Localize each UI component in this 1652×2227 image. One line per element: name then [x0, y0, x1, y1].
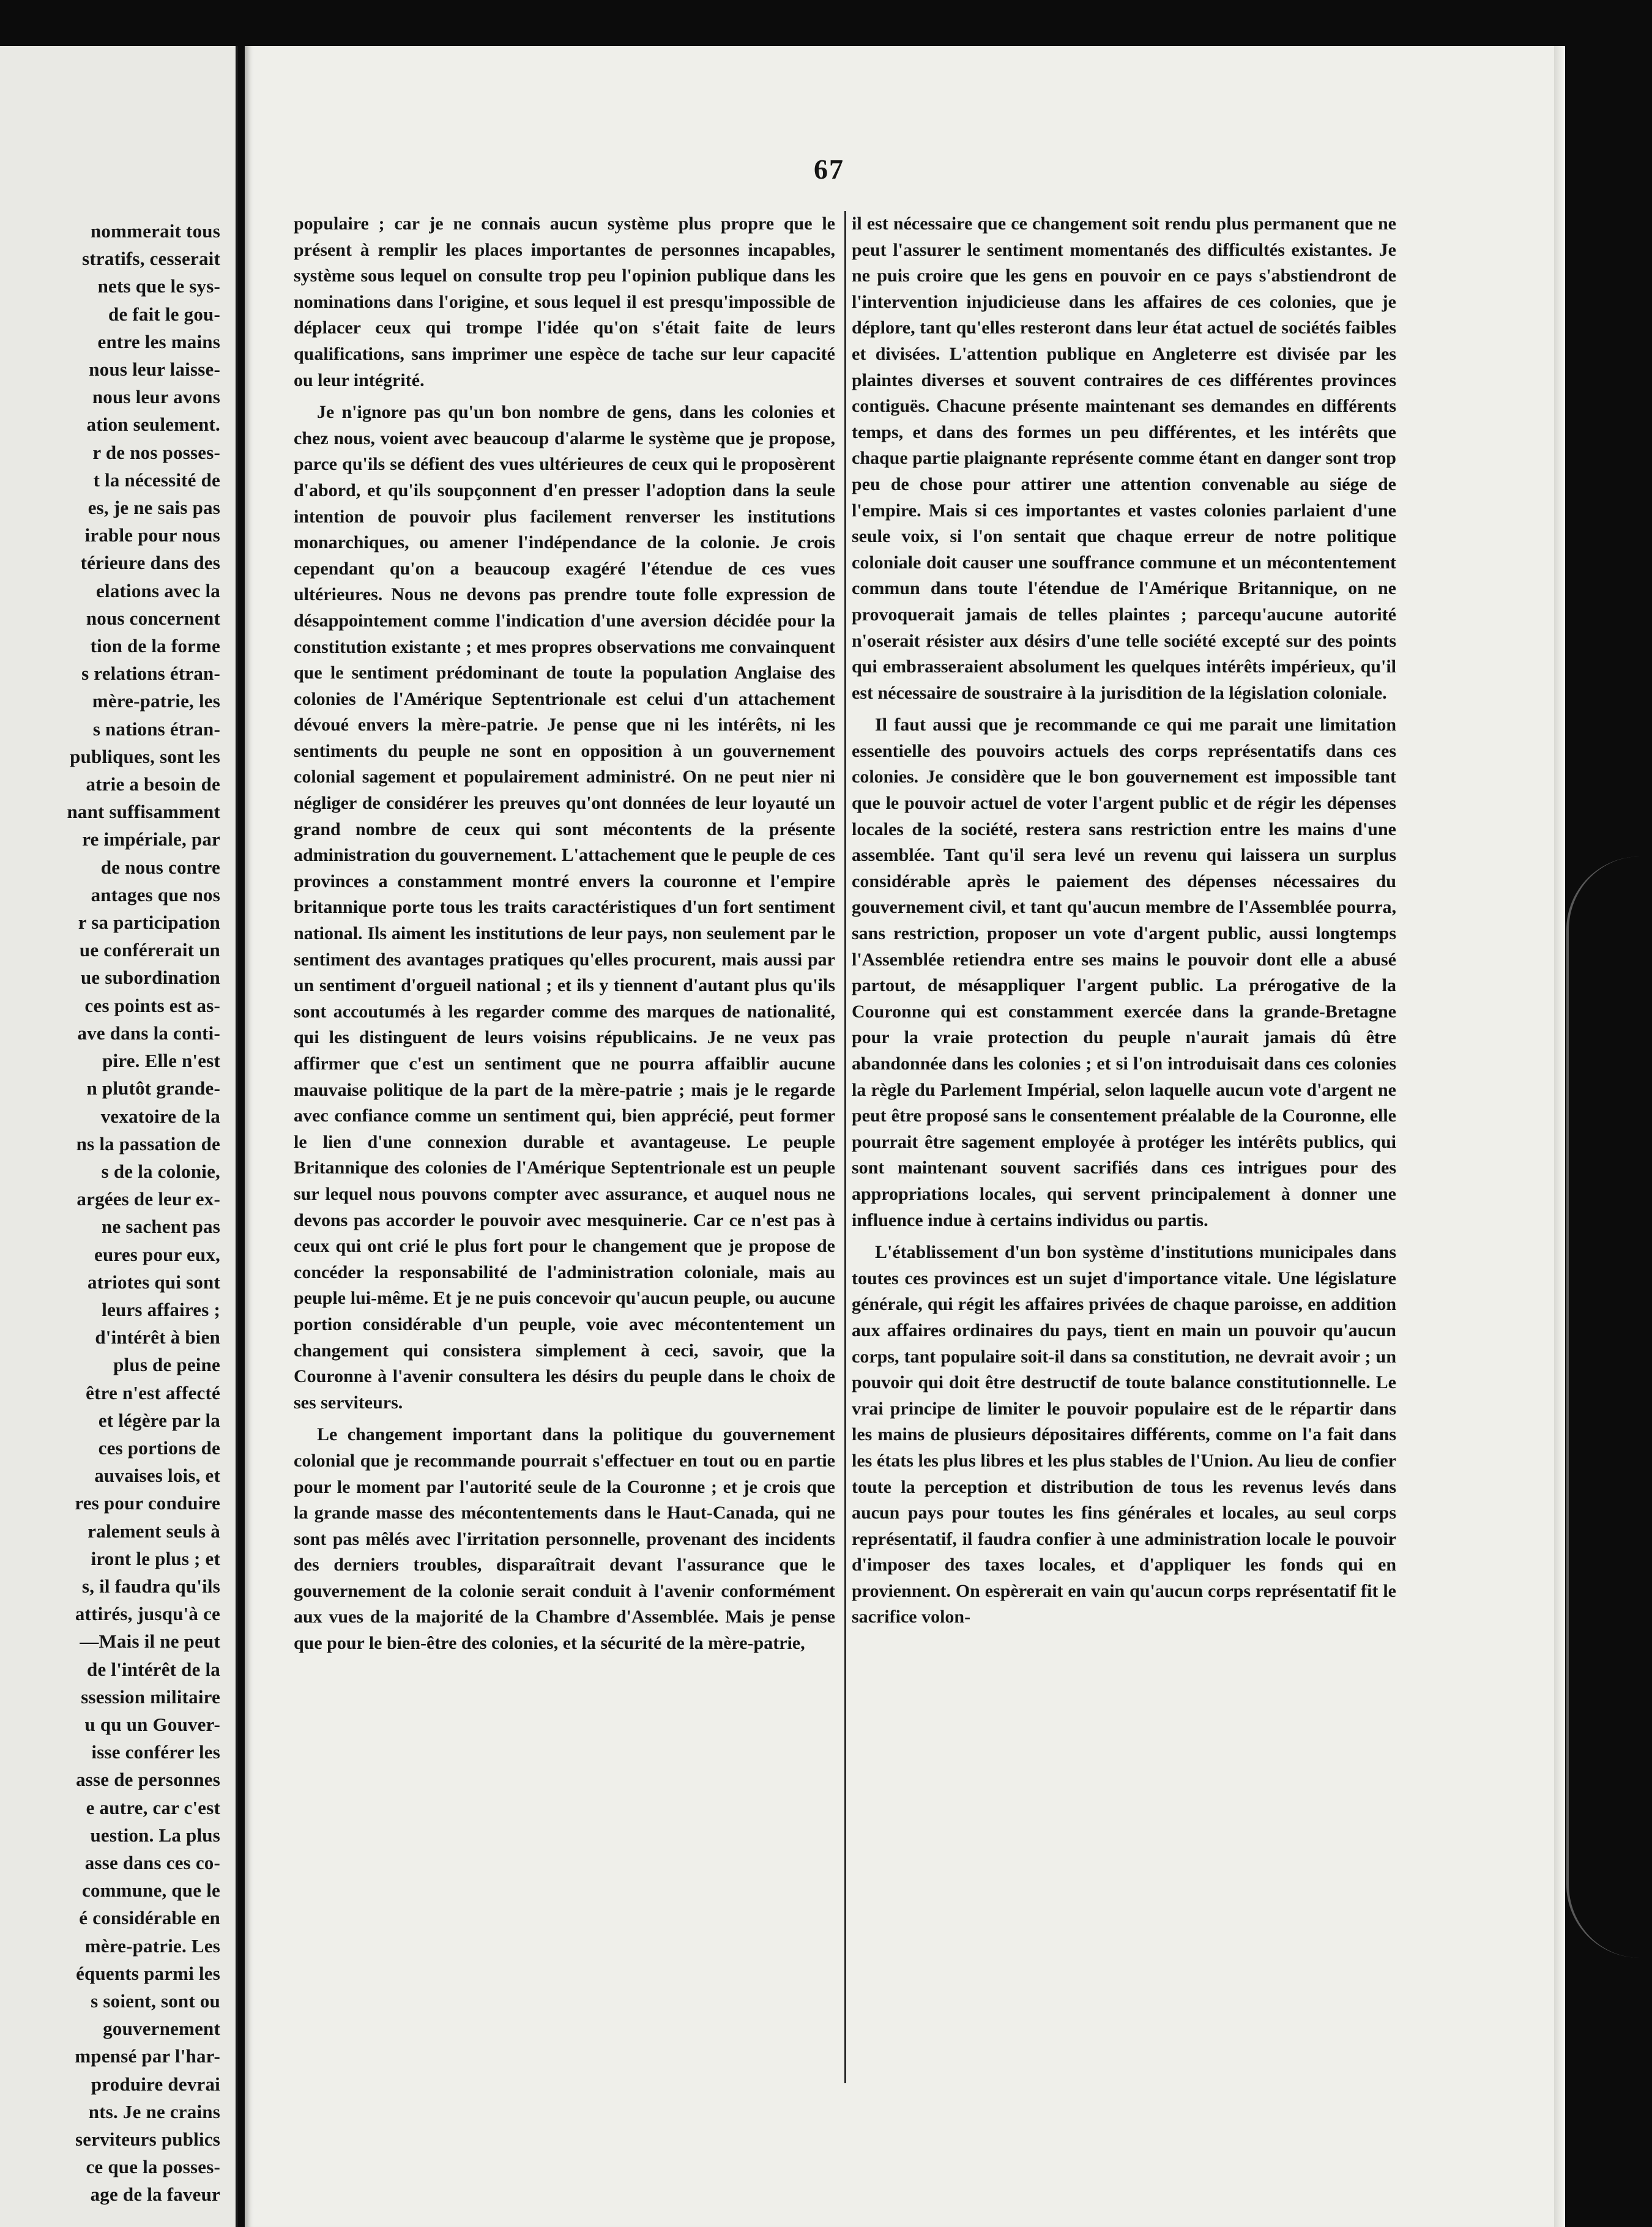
left-page-line: de nous contre	[100, 856, 220, 878]
left-page-line: ns la passation de	[76, 1132, 220, 1154]
left-page-line: s relations étran-	[81, 663, 220, 685]
left-page-line: commune, que le	[81, 1879, 220, 1902]
left-page-line: pire. Elle n'est	[102, 1050, 220, 1072]
page-number: 67	[814, 154, 844, 185]
left-page-line: t la nécessité de	[93, 469, 220, 491]
left-page-line: gouvernement	[103, 2018, 220, 2040]
left-page-line: leurs affaires ;	[102, 1298, 220, 1320]
paragraph: populaire ; car je ne connais aucun système plus propre que le présent à remplir les places importantes de personnes incapables, système sous lequel on consulte trop peu l'opinion publique dans les nominations dans l'origine, et sous lequel il est presqu'impossible de déplacer ceux qui trompe l'idée qu'on s'était faite de leurs qualifications, sans imprimer une espèce de tache sur leur capacité ou leur intégrité.	[294, 214, 835, 390]
left-page-line: mpensé par l'har-	[75, 2045, 220, 2067]
left-page-line: uestion. La plus	[90, 1824, 220, 1846]
left-page-line: de fait le gou-	[108, 303, 220, 325]
left-page-line: —Mais il ne peut	[80, 1630, 220, 1653]
left-page-line: s nations étran-	[92, 718, 220, 740]
left-page-line: ce que la posses-	[86, 2156, 220, 2178]
left-page-line: nets que le sys-	[97, 275, 220, 297]
paragraph: Il faut aussi que je recommande ce qui me parait une limitation essentielle des pouvoirs actuels des corps représentatifs dans ces colonies. Je considère que le bon gouvernement est impossible tant que le pouvoir actuel de voter l'argent public et de régir les dépenses locales de la société, restera sans restriction entre les mains d'une assemblée. Tant qu'il sera levé un revenu qui laissera un surplus considérable après le paiement des dépenses nécessaires du gouvernement civil, et tant qu'aucun membre de l'Assemblée pourra, sans restriction, proposer un vote d'argent public, aussi longtemps l'Assemblée retiendra entre ses mains le pouvoir dont elle a abusé partout, de mésappliquer l'argent public. La prérogative de la Couronne qui est constamment exercée dans la grande-Bretagne pour la vraie protection du peuple n'aurait jamais dû être abandonnée dans les colonies ; et si l'on introduisait dans ces colonies la règle du Parlement Impérial, selon laquelle aucun vote d'argent ne peut être proposé sans le consentement préalable de la Couronne, elle pourrait être sagement employée à protéger les intérêts publics, qui sont maintenant souvent sacrifiés dans ces intrigues pour des appropriations locales, qui servent principalement à donner une influence indue à certains individus ou partis.	[852, 715, 1396, 1230]
page-curl-shadow	[1566, 857, 1652, 1958]
left-page-line: ces points est as-	[84, 994, 220, 1016]
left-page-line: d'intérêt à bien	[95, 1326, 220, 1348]
left-page-line: res pour conduire	[75, 1492, 220, 1514]
paragraph: Le changement important dans la politique du gouvernement colonial que je recommande pourrait s'effectuer en tout ou en partie pour le moment par l'autorité seule de la Couronne ; et je crois que la grande masse des mécontentements dans le Haut-Canada, qui ne sont pas mêlés avec l'irritation personnelle, provenant des incidents des derniers troubles, disparaîtrait devant l'assurance que le gouvernement de la colonie serait conduit à l'avenir conformément aux vues de la majorité de la Chambre d'Assemblée. Mais je pense que pour le bien-être des colonies, et la sécurité de la mère-patrie,	[294, 1424, 835, 1654]
left-page-line: é considérable en	[79, 1907, 220, 1929]
left-page-line: es, je ne sais pas	[87, 497, 220, 519]
left-page-line: elations avec la	[96, 579, 220, 601]
left-page-line: ue subordination	[80, 967, 220, 989]
left-page-line: plus de peine	[113, 1354, 220, 1376]
text-column-right	[852, 211, 1396, 1637]
left-page-line: u qu un Gouver-	[84, 1713, 220, 1735]
left-page-line: nous concernent	[86, 607, 220, 629]
left-page-line: atrie a besoin de	[86, 773, 220, 795]
left-page-line: térieure dans des	[80, 552, 220, 574]
left-page-line: n plutôt grande-	[86, 1077, 220, 1099]
left-page-line: ssession militaire	[81, 1686, 220, 1708]
left-page-line: serviteurs publics	[75, 2128, 220, 2151]
left-page-line: s, il faudra qu'ils	[81, 1575, 220, 1597]
left-page-line: age de la faveur	[90, 2184, 220, 2206]
left-page-line: isse conférer les	[91, 1741, 220, 1763]
left-page-line: être n'est affecté	[86, 1381, 220, 1403]
left-page-line: iront le plus ; et	[91, 1547, 220, 1569]
left-page-line: produire devrai	[91, 2073, 220, 2095]
left-page-line: publiques, sont les	[70, 745, 220, 767]
paragraph: L'établissement d'un bon système d'institutions municipales dans toutes ces provinces est un sujet d'importance vitale. Une législature générale, qui régit les affaires privées de chaque paroisse, en addition aux affaires ordinaires du pays, tient en main un pouvoir qu'aucun corps, tant populaire soit-il dans sa constitution, ne devrait avoir ; un pouvoir qui doit être destructif de toute balance constitutionnelle. Le vrai principe de limiter le pouvoir populaire est de le répartir dans les mains de plusieurs dépositaires différents, comme on l'a fait dans les états les plus libres et les plus stables de l'Union. Au lieu de confier toute la perception et distribution de tous les revenus levés dans aucun pays pour toutes les fins générales et locales, au seul corps représentatif, il faudra confier à une administration locale le pouvoir d'imposer des taxes locales, et d'appliquer les fonds qui en proviennent. On espèrerait en vain qu'aucun corps représentatif fit le sacrifice volon-	[852, 1242, 1396, 1627]
left-page-line: atriotes qui sont	[87, 1271, 220, 1293]
left-page-line: ralement seuls à	[87, 1520, 220, 1542]
left-page-line: nts. Je ne crains	[88, 2100, 220, 2122]
column-divider	[844, 211, 846, 2083]
left-page-line: stratifs, cesserait	[82, 248, 220, 270]
left-page-line: argées de leur ex-	[76, 1188, 220, 1210]
left-page-line: e autre, car c'est	[86, 1796, 220, 1818]
left-page-line: auvaises lois, et	[94, 1465, 220, 1487]
left-page-line: nous leur laisse-	[89, 359, 220, 381]
left-page-line: asse dans ces co-	[84, 1851, 220, 1873]
left-page-line: r de nos posses-	[92, 441, 220, 463]
left-page-line: nommerait tous	[90, 220, 220, 242]
left-page-line: ation seulement.	[86, 414, 220, 436]
left-page-line: re impériale, par	[82, 828, 220, 850]
left-page-line: entre les mains	[97, 330, 220, 352]
left-page-line: attirés, jusqu'à ce	[75, 1603, 220, 1625]
left-page-line: vexatoire de la	[100, 1105, 220, 1127]
left-page-line: eures pour eux,	[94, 1243, 220, 1265]
left-page-line: irable pour nous	[84, 524, 220, 546]
left-page-line: r sa participation	[78, 912, 220, 934]
left-page-line: s soient, sont ou	[91, 1990, 220, 2012]
left-page-text-fragment	[0, 217, 220, 2209]
left-page-line: mère-patrie. Les	[84, 1935, 220, 1957]
left-facing-page	[0, 46, 238, 2227]
left-page-line: mère-patrie, les	[92, 690, 220, 712]
left-page-line: ue conférerait un	[79, 939, 220, 961]
left-page-line: ave dans la conti-	[77, 1022, 220, 1044]
left-page-line: nant suffisamment	[67, 801, 220, 823]
left-page-line: nous leur avons	[92, 386, 220, 408]
left-page-line: asse de personnes	[76, 1769, 220, 1791]
left-page-line: ces portions de	[98, 1437, 220, 1459]
text-column-left	[294, 211, 835, 1663]
page-edge	[1554, 46, 1565, 2227]
paragraph: il est nécessaire que ce changement soit rendu plus permanent que ne peut l'assurer le sentiment momentanés des difficultés existantes. Je ne puis croire que les gens en pouvoir en ce pays s'abstiendront de l'intervention injudicieuse dans les affaires de ces colonies, que je déplore, tant qu'elles resteront dans leur état actuel de sociétés faibles et divisées. L'attention publique en Angleterre est divisée par les plaintes diverses et souvent contraires de ces différentes provinces contiguës. Chacune présente maintenant ses demandes en différents temps, et dans des formes un peu différentes, et les intérêts que chaque partie plaignante représente comme étant en danger sont trop peu de chose pour attirer une attention convenable au siége de l'empire. Mais si ces importantes et vastes colonies parlaient d'une seule voix, si l'on sentait que chaque erreur de notre politique coloniale doit causer une souffrance commune et un mécontentement commun dans toute l'étendue de l'Amérique Britannique, on ne provoquerait jamais de telles plaintes ; parcequ'aucune autorité n'oserait résister aux désirs d'une telle société excepté sur des points qui embrasseraient absolument les quelques intérêts impérieux, qu'il est nécessaire de soustraire à la jurisdition de la législation coloniale.	[852, 214, 1396, 703]
left-page-line: de l'intérêt de la	[87, 1658, 220, 1680]
paragraph: Je n'ignore pas qu'un bon nombre de gens, dans les colonies et chez nous, voient avec beaucoup d'alarme le système que je propose, parce qu'ils se défient des vues ultérieures de ceux qui le proposèrent d'abord, et qu'ils soupçonnent d'en presser l'adoption dans la seule intention de pouvoir plus facilement renverser les institutions monarchiques, ou amener l'indépendance de la colonie. Je crois cependant qu'on a beaucoup exagéré l'étendue de ces vues ultérieures. Nous ne devons pas prendre toute folle expression de désappointement comme l'indication d'une aversion décidée pour la constitution existante ; et mes propres observations me convainquent que le sentiment prédominant de toute la population Anglaise des colonies de l'Amérique Septentrionale est celui d'un attachement dévoué envers la mère-patrie. Je pense que ni les intérêts, ni les sentiments du peuple ne sont en opposition à un gouvernement colonial sagement et populairement administré. On ne peut nier ni négliger de considérer les preuves qu'ont données de leur loyauté un grand nombre de ceux qui sont mécontents de la présente administration du gouvernement. L'attachement que le peuple de ces provinces a constamment montré envers la couronne et l'empire britannique porte tous les traits caractéristiques d'un fort sentiment national. Ils aiment les institutions de leur pays, non seulement par le sentiment des avantages pratiques qu'elles procurent, mais aussi par un sentiment d'orgueil national ; et ils y tiennent d'autant plus qu'ils sont accoutumés à les regarder comme des marques de nationalité, qui les distinguent de leurs voisins républicains. Je ne veux pas affirmer que c'est un sentiment que ne pourra affaiblir aucune mauvaise politique de la part de la mère-patrie ; mais je le regarde avec confiance comme un sentiment qui, bien apprécié, peut former le lien d'une connexion durable et avantageuse. Le peuple Britannique des colonies de l'Amérique Septentrionale est un peuple sur lequel nous pouvons compter avec assurance, et auquel nous ne devons pas accorder le pouvoir avec mesquinerie. Car ce n'est pas à ceux qui ont crié le plus fort pour le changement que je propose de concéder la responsabilité de l'administration coloniale, mais au peuple lui-même. Et je ne puis concevoir qu'aucun peuple, ou aucune portion considérable d'un peuple, voie avec mécontentement un changement qui consistera simplement à ceci, savoir, que la Couronne à l'avenir consultera les désirs du peuple dans le choix de ses serviteurs.	[294, 402, 835, 1413]
left-page-line: ne sachent pas	[102, 1216, 220, 1238]
left-page-line: tion de la forme	[90, 635, 220, 657]
left-page-line: et légère par la	[98, 1409, 220, 1431]
left-page-line: antages que nos	[91, 883, 220, 905]
left-page-line: équents parmi les	[76, 1962, 220, 1984]
left-page-line: s de la colonie,	[101, 1160, 220, 1182]
